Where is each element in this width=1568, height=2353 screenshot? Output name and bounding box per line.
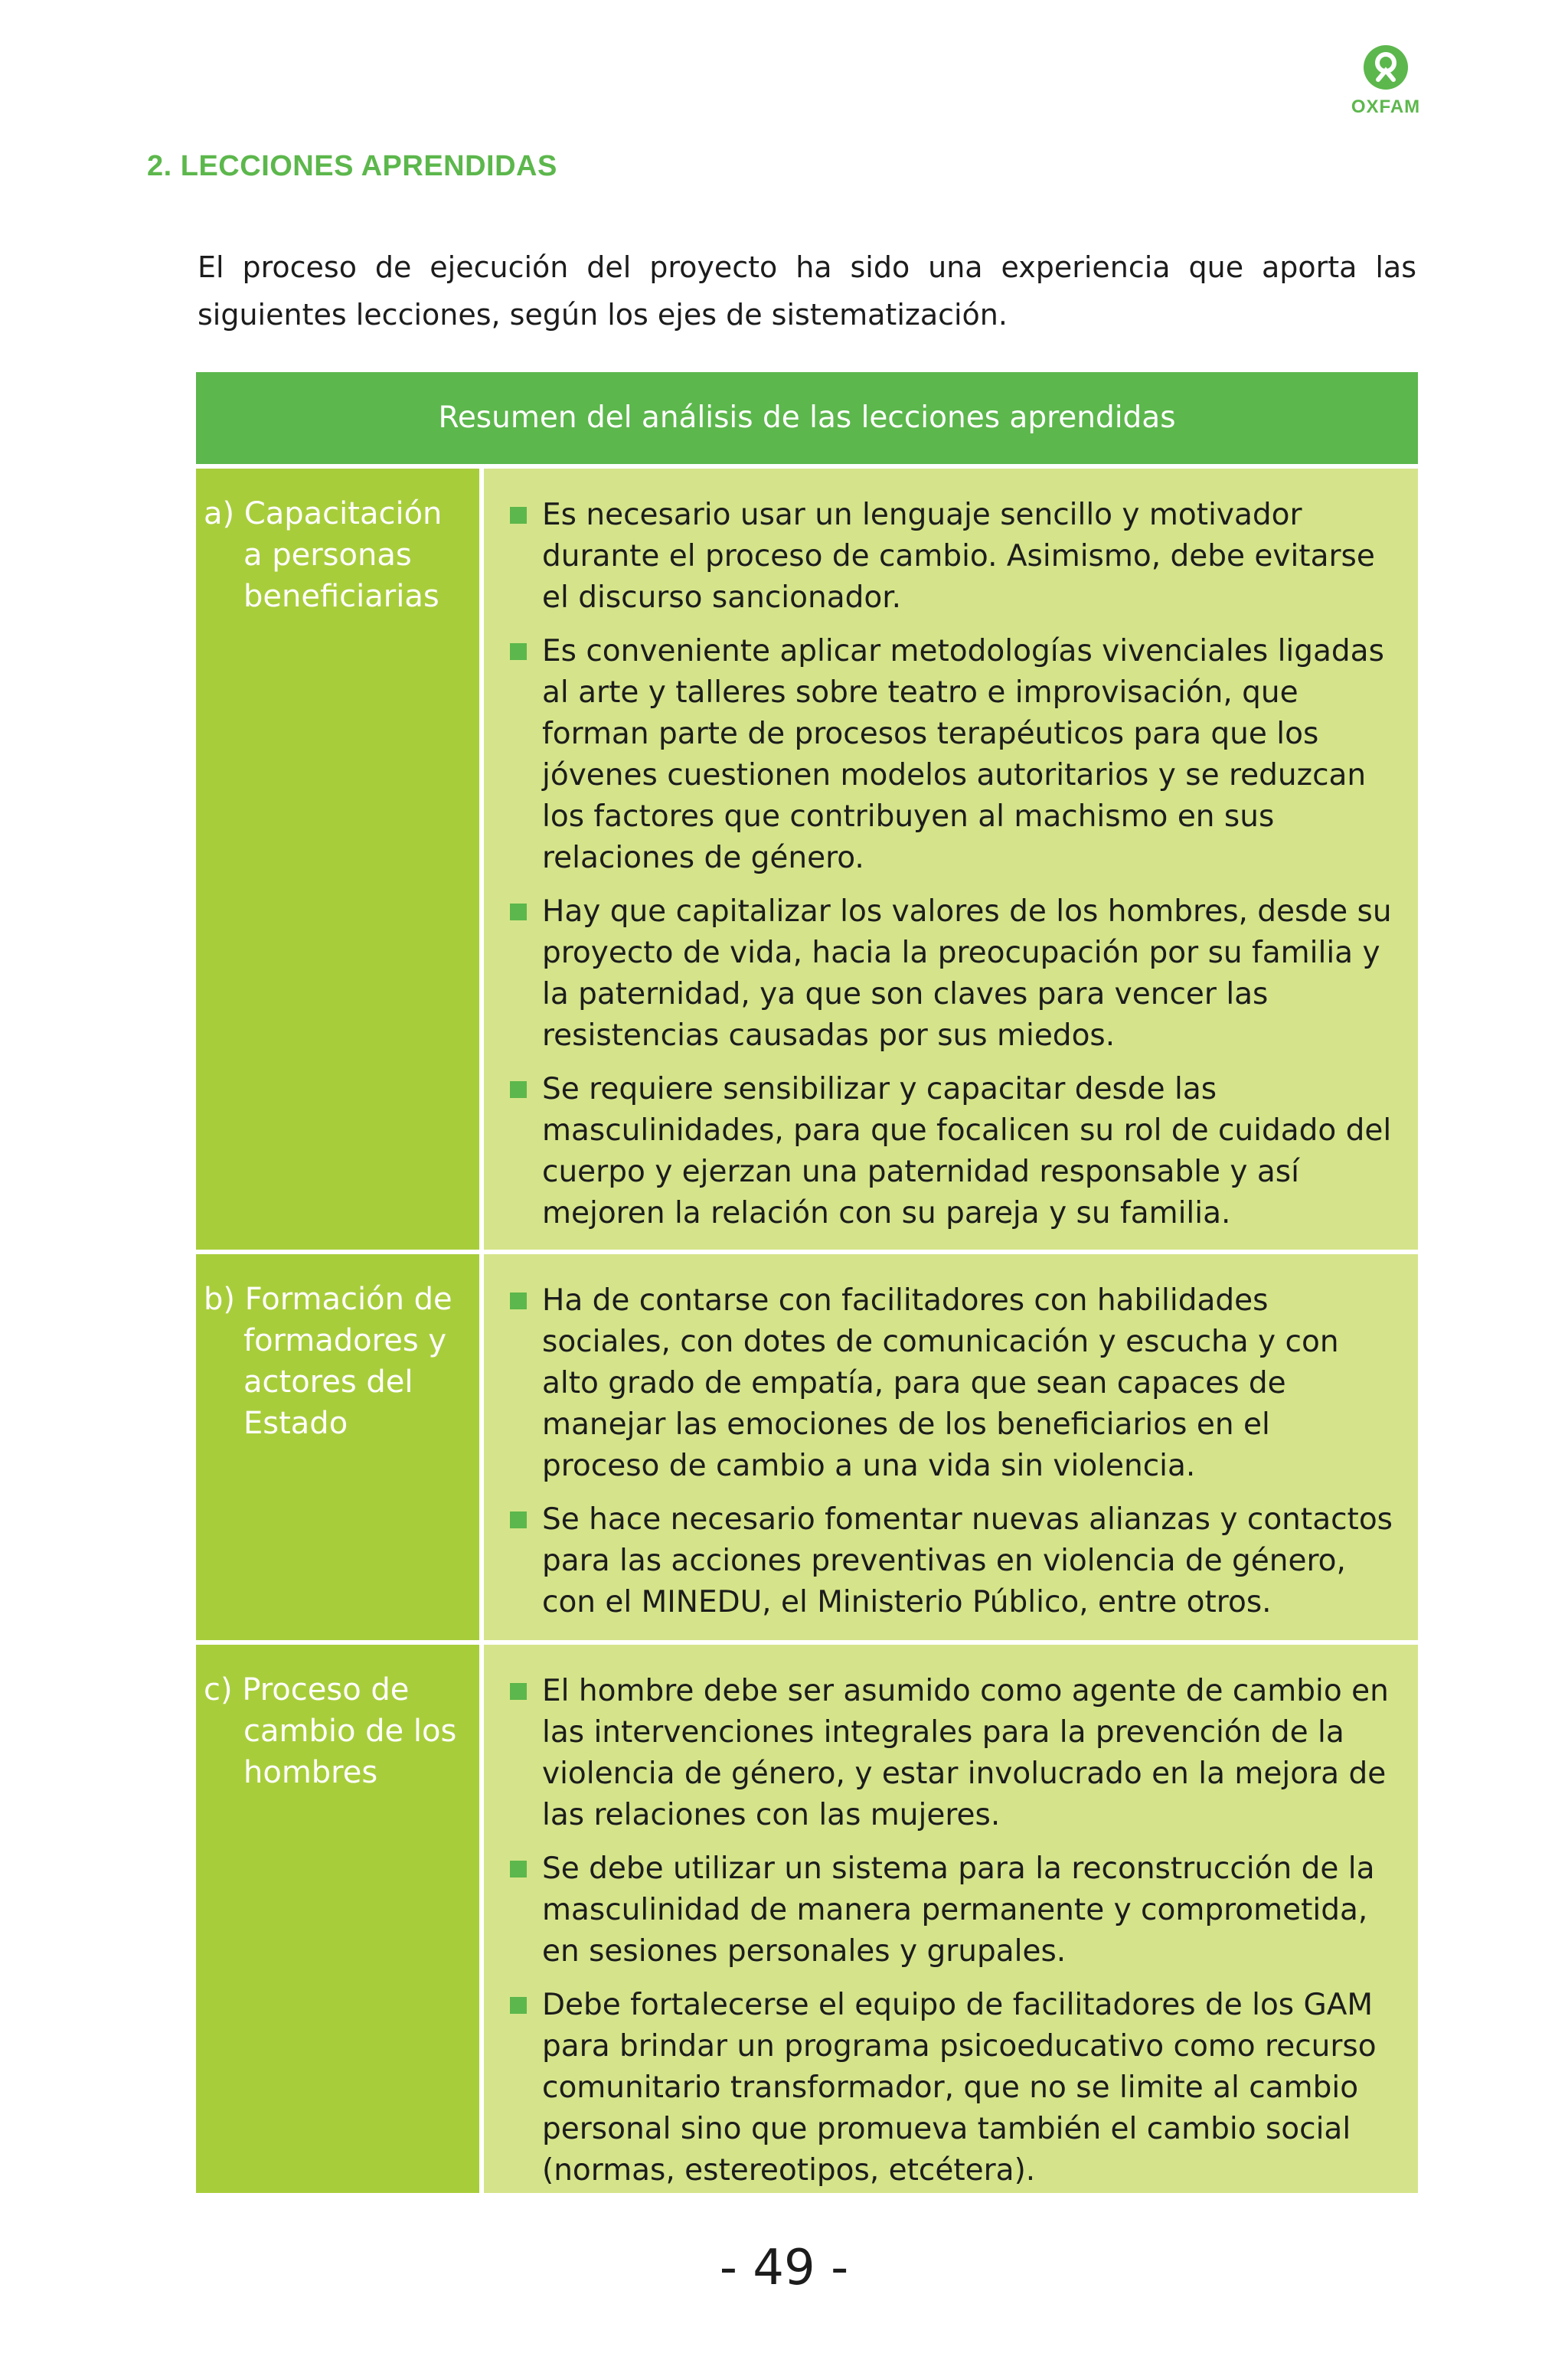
bullet-square-icon [510,904,527,920]
row-content-cell [484,1645,1418,2193]
bullet-square-icon [510,1511,527,1528]
oxfam-logo [1349,44,1423,118]
bullet-square-icon [510,1293,527,1309]
bullet-square-icon [510,1081,527,1098]
bullet-square-icon [510,1683,527,1700]
row-label: c) Proceso de cambio de los hombres [204,1672,457,1790]
lessons-table [196,372,1418,2193]
bullet-item [510,1848,1395,1972]
row-content-cell [484,1254,1418,1640]
oxfam-logo-icon [1363,44,1409,90]
table-header: Resumen del análisis de las lecciones aprendidas [196,372,1418,464]
bullet-square-icon [510,1997,527,2014]
bullet-square-icon [510,1861,527,1877]
page-number: - 49 - [719,2240,849,2296]
bullet-text: Debe fortalecerse el equipo de facilitadores de los GAM para brindar un programa psicoeducativo como recurso comunitario transformador, que no se limite al cambio personal sino que promueva también el cambio social (normas, estereotipos, etcétera). [542,1988,1377,2188]
bullet-item [510,891,1395,1057]
brand-name: OXFAM [1351,96,1421,117]
bullet-item [510,1069,1395,1234]
section-title: 2. LECCIONES APRENDIDAS [147,150,557,182]
bullet-item [510,631,1395,879]
row-label-cell [196,469,479,1250]
row-label-cell [196,1254,479,1640]
bullet-text: Se debe utilizar un sistema para la reconstrucción de la masculinidad de manera permanente y comprometida, en sesiones personales y grupales. [542,1851,1375,1969]
bullet-item [510,1985,1395,2191]
bullet-text: El hombre debe ser asumido como agente de cambio en las intervenciones integrales para la prevención de la violencia de género, y estar involucrado en la mejora de las relaciones con las mujeres. [542,1674,1389,1832]
table-row [196,1640,1418,2193]
intro-paragraph: El proceso de ejecución del proyecto ha sido una experiencia que aporta las siguientes lecciones, según los ejes de sistematización. [198,250,1416,332]
bullet-text: Se requiere sensibilizar y capacitar desde las masculinidades, para que focalicen su rol de cuidado del cuerpo y ejerzan una paternidad responsable y así mejoren la relación con su pareja y su familia. [542,1072,1392,1230]
bullet-item [510,1499,1395,1623]
table-row [196,464,1418,1250]
row-content-cell [484,469,1418,1250]
bullet-square-icon [510,507,527,524]
bullet-square-icon [510,643,527,660]
bullet-text: Ha de contarse con facilitadores con habilidades sociales, con dotes de comunicación y escucha y con alto grado de empatía, para que sean capaces de manejar las emociones de los beneficiarios en el proceso de cambio a una vida sin violencia. [542,1283,1339,1483]
row-label: b) Formación de formadores y actores del Estado [204,1282,452,1441]
row-label-cell [196,1645,479,2193]
bullet-item [510,495,1395,619]
bullet-text: Es conveniente aplicar metodologías vivenciales ligadas al arte y talleres sobre teatro e improvisación, que forman parte de procesos terapéuticos para que los jóvenes cuestionen modelos autoritarios y se reduzcan los factores que contribuyen al machismo en sus relaciones de género. [542,634,1384,875]
bullet-item [510,1280,1395,1487]
table-row [196,1250,1418,1640]
bullet-item [510,1671,1395,1836]
bullet-text: Es necesario usar un lenguaje sencillo y motivador durante el proceso de cambio. Asimismo, debe evitarse el discurso sancionador. [542,498,1375,615]
row-label: a) Capacitación a personas beneficiarias [204,496,443,614]
bullet-text: Hay que capitalizar los valores de los hombres, desde su proyecto de vida, hacia la preocupación por su familia y la paternidad, ya que son claves para vencer las resistencias causadas por sus miedos. [542,894,1392,1053]
bullet-text: Se hace necesario fomentar nuevas alianzas y contactos para las acciones preventivas en violencia de género, con el MINEDU, el Ministerio Público, entre otros. [542,1502,1393,1619]
